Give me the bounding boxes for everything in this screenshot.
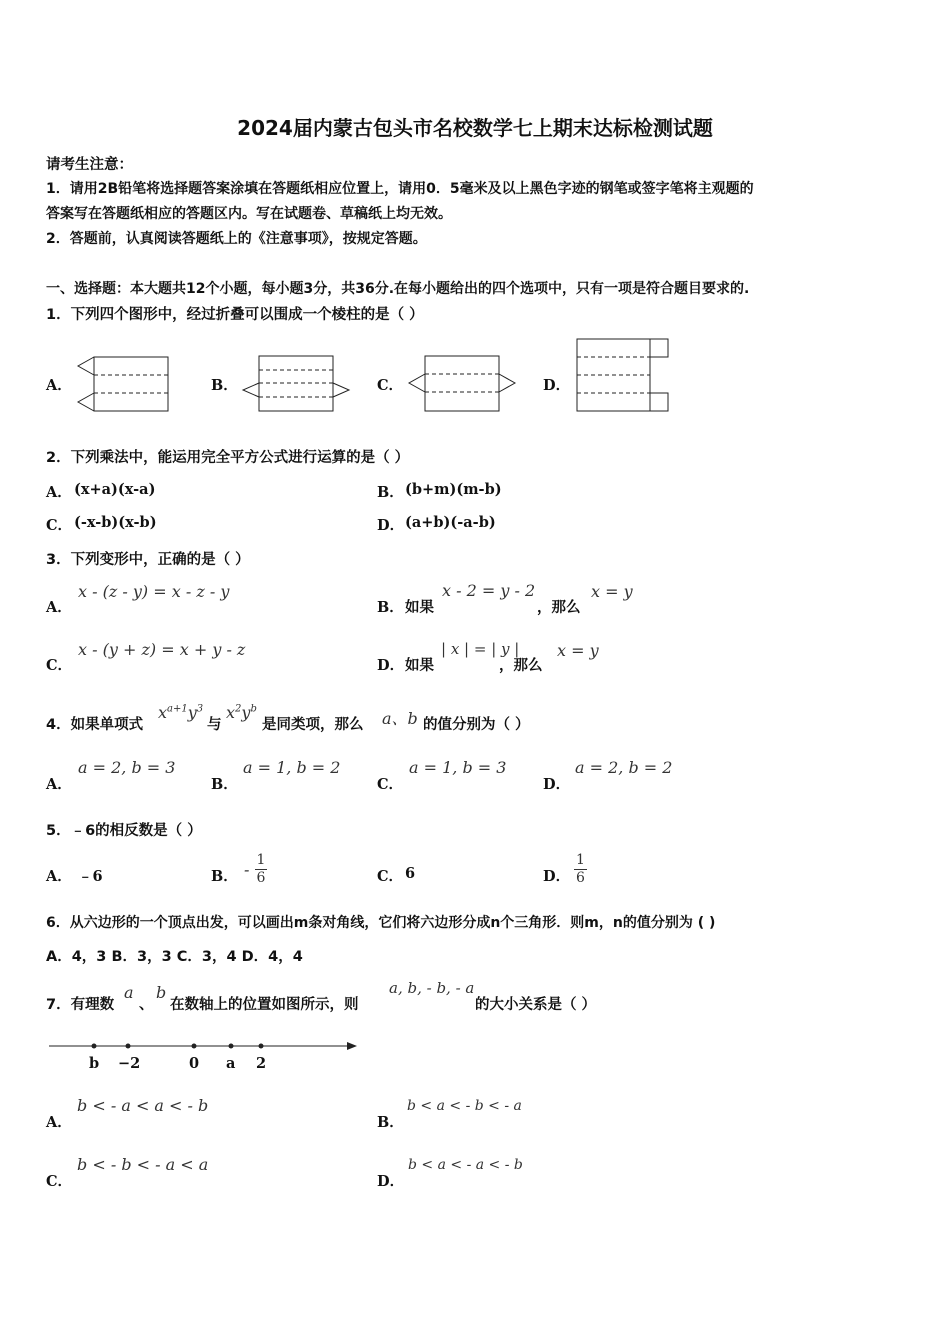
q7-option-c: b < - b < - a < a [77, 1155, 209, 1174]
q6-options: A．4，3 B．3，3 C．3，4 D．4，4 [46, 949, 303, 965]
q1-option-d-label: D． [543, 377, 571, 394]
q7-separator: 、 [139, 997, 154, 1013]
number-line-label-2: 2 [256, 1055, 267, 1072]
q2-stem: 2．下列乘法中，能运用完全平方公式进行运算的是（ ） [46, 450, 410, 466]
q4-monomial-2: $x^2y^b$ [226, 703, 257, 722]
q2-option-a-label: A． [46, 484, 72, 501]
q3-option-c-label: C． [46, 657, 73, 674]
q4-stem-pre: 4．如果单项式 [46, 717, 144, 733]
q5-option-d: $\frac{1}{6}$ [576, 852, 585, 886]
page-title: 2024届内蒙古包头市名校数学七上期末达标检测试题 [237, 116, 713, 140]
number-line-label-a: a [226, 1055, 236, 1072]
q7-option-a-label: A． [46, 1114, 72, 1131]
q4-option-a-label: A． [46, 776, 72, 793]
q2-option-b: (b+m)(m-b) [405, 481, 502, 498]
q7-var-b: b [156, 983, 167, 1002]
q4-stem-mid: 是同类项，那么 [262, 717, 364, 733]
q2-option-a: (x+a)(x-a) [74, 481, 156, 498]
notice-heading: 请考生注意： [46, 157, 133, 173]
q3-option-d-then: ，那么 [499, 658, 543, 674]
number-line-label-0: 0 [189, 1055, 200, 1072]
notice-line-1a: 1．请用2B铅笔将选择题答案涂填在答题纸相应位置上，请用0．5毫米及以上黑色字迹的钢笔或签字笔将主观题的 [46, 181, 754, 197]
number-line-point-neg2 [126, 1044, 131, 1049]
q3-option-b-then: ，那么 [537, 600, 581, 616]
q7-list: a, b, - b, - a [389, 979, 475, 997]
q3-option-d-condition: | x | = | y | [441, 640, 520, 658]
section-heading: 一、选择题：本大题共12个小题，每小题3分，共36分.在每小题给出的四个选项中，只有一项是符合题目要求的. [46, 281, 750, 297]
q7-option-d-label: D． [377, 1173, 405, 1190]
number-line-point-0 [192, 1044, 197, 1049]
q4-option-c-label: C． [377, 776, 404, 793]
q2-option-c: (-x-b)(x-b) [74, 514, 157, 531]
q3-option-b-label: B． [377, 599, 404, 616]
q2-option-d: (a+b)(-a-b) [405, 514, 496, 531]
q3-stem: 3．下列变形中，正确的是（ ） [46, 552, 250, 568]
number-line-label-b: b [89, 1055, 100, 1072]
q3-option-d-label: D． [377, 657, 405, 674]
q7-var-a: a [124, 983, 134, 1002]
q2-option-d-label: D． [377, 517, 405, 534]
q2-option-c-label: C． [46, 517, 73, 534]
q3-option-a: x - (z - y) = x - z - y [78, 582, 230, 601]
q5-option-c-label: C． [377, 868, 404, 885]
q7-option-a: b < - a < a < - b [77, 1096, 209, 1115]
q3-option-d-result: x = y [557, 641, 599, 660]
q4-option-d: a = 2, b = 2 [575, 758, 673, 777]
q3-option-a-label: A． [46, 599, 72, 616]
q7-stem-pre: 7．有理数 [46, 997, 115, 1013]
q4-option-d-label: D． [543, 776, 571, 793]
q4-option-b-label: B． [211, 776, 238, 793]
q4-vars: a、b [382, 709, 418, 728]
q4-stem-and: 与 [207, 717, 222, 733]
q5-option-b-label: B． [211, 868, 238, 885]
q2-option-b-label: B． [377, 484, 404, 501]
notice-line-1b: 答案写在答题纸相应的答题区内。写在试题卷、草稿纸上均无效。 [46, 206, 452, 222]
q7-option-c-label: C． [46, 1173, 73, 1190]
q1-option-c-label: C． [377, 377, 404, 394]
q1-stem: 1．下列四个图形中，经过折叠可以围成一个棱柱的是（ ） [46, 307, 424, 323]
number-line-point-a [229, 1044, 234, 1049]
q4-option-b: a = 1, b = 2 [243, 758, 341, 777]
q7-option-b: b < a < - b < - a [407, 1098, 522, 1114]
notice-line-2: 2．答题前，认真阅读答题纸上的《注意事项》，按规定答题。 [46, 231, 427, 247]
q1-option-a-label: A． [46, 377, 72, 394]
q5-option-c: 6 [405, 865, 416, 882]
q3-option-c: x - (y + z) = x + y - z [78, 640, 246, 659]
number-line-point-b [92, 1044, 97, 1049]
q5-option-a-label: A． [46, 868, 72, 885]
q4-option-c: a = 1, b = 3 [409, 758, 507, 777]
q3-option-b-if: 如果 [405, 600, 434, 616]
q5-option-d-label: D． [543, 868, 571, 885]
q6-stem: 6．从六边形的一个顶点出发，可以画出m条对角线，它们将六边形分成n个三角形．则m，n的值分别为 ( ) [46, 915, 716, 931]
q7-option-d: b < a < - a < - b [408, 1157, 523, 1173]
number-line-point-2 [259, 1044, 264, 1049]
q4-monomial-1: $x^{a+1}y^3$ [158, 703, 204, 722]
q4-stem-post: 的值分别为（ ） [423, 717, 530, 733]
q5-option-b: - $\frac{1}{6}$ [244, 852, 266, 886]
q3-option-b-result: x = y [591, 582, 633, 601]
q7-stem-mid: 在数轴上的位置如图所示，则 [170, 997, 359, 1013]
q3-option-d-if: 如果 [405, 658, 434, 674]
q1-option-b-label: B． [211, 377, 238, 394]
q7-stem-post: 的大小关系是（ ） [475, 997, 597, 1013]
number-line-label-neg2: −2 [118, 1055, 141, 1072]
q5-stem: 5．﹣6的相反数是（ ） [46, 823, 202, 839]
q3-option-b-condition: x - 2 = y - 2 [442, 581, 536, 600]
q5-option-a: ﹣6 [78, 868, 103, 885]
q7-option-b-label: B． [377, 1114, 404, 1131]
q4-option-a: a = 2, b = 3 [78, 758, 176, 777]
